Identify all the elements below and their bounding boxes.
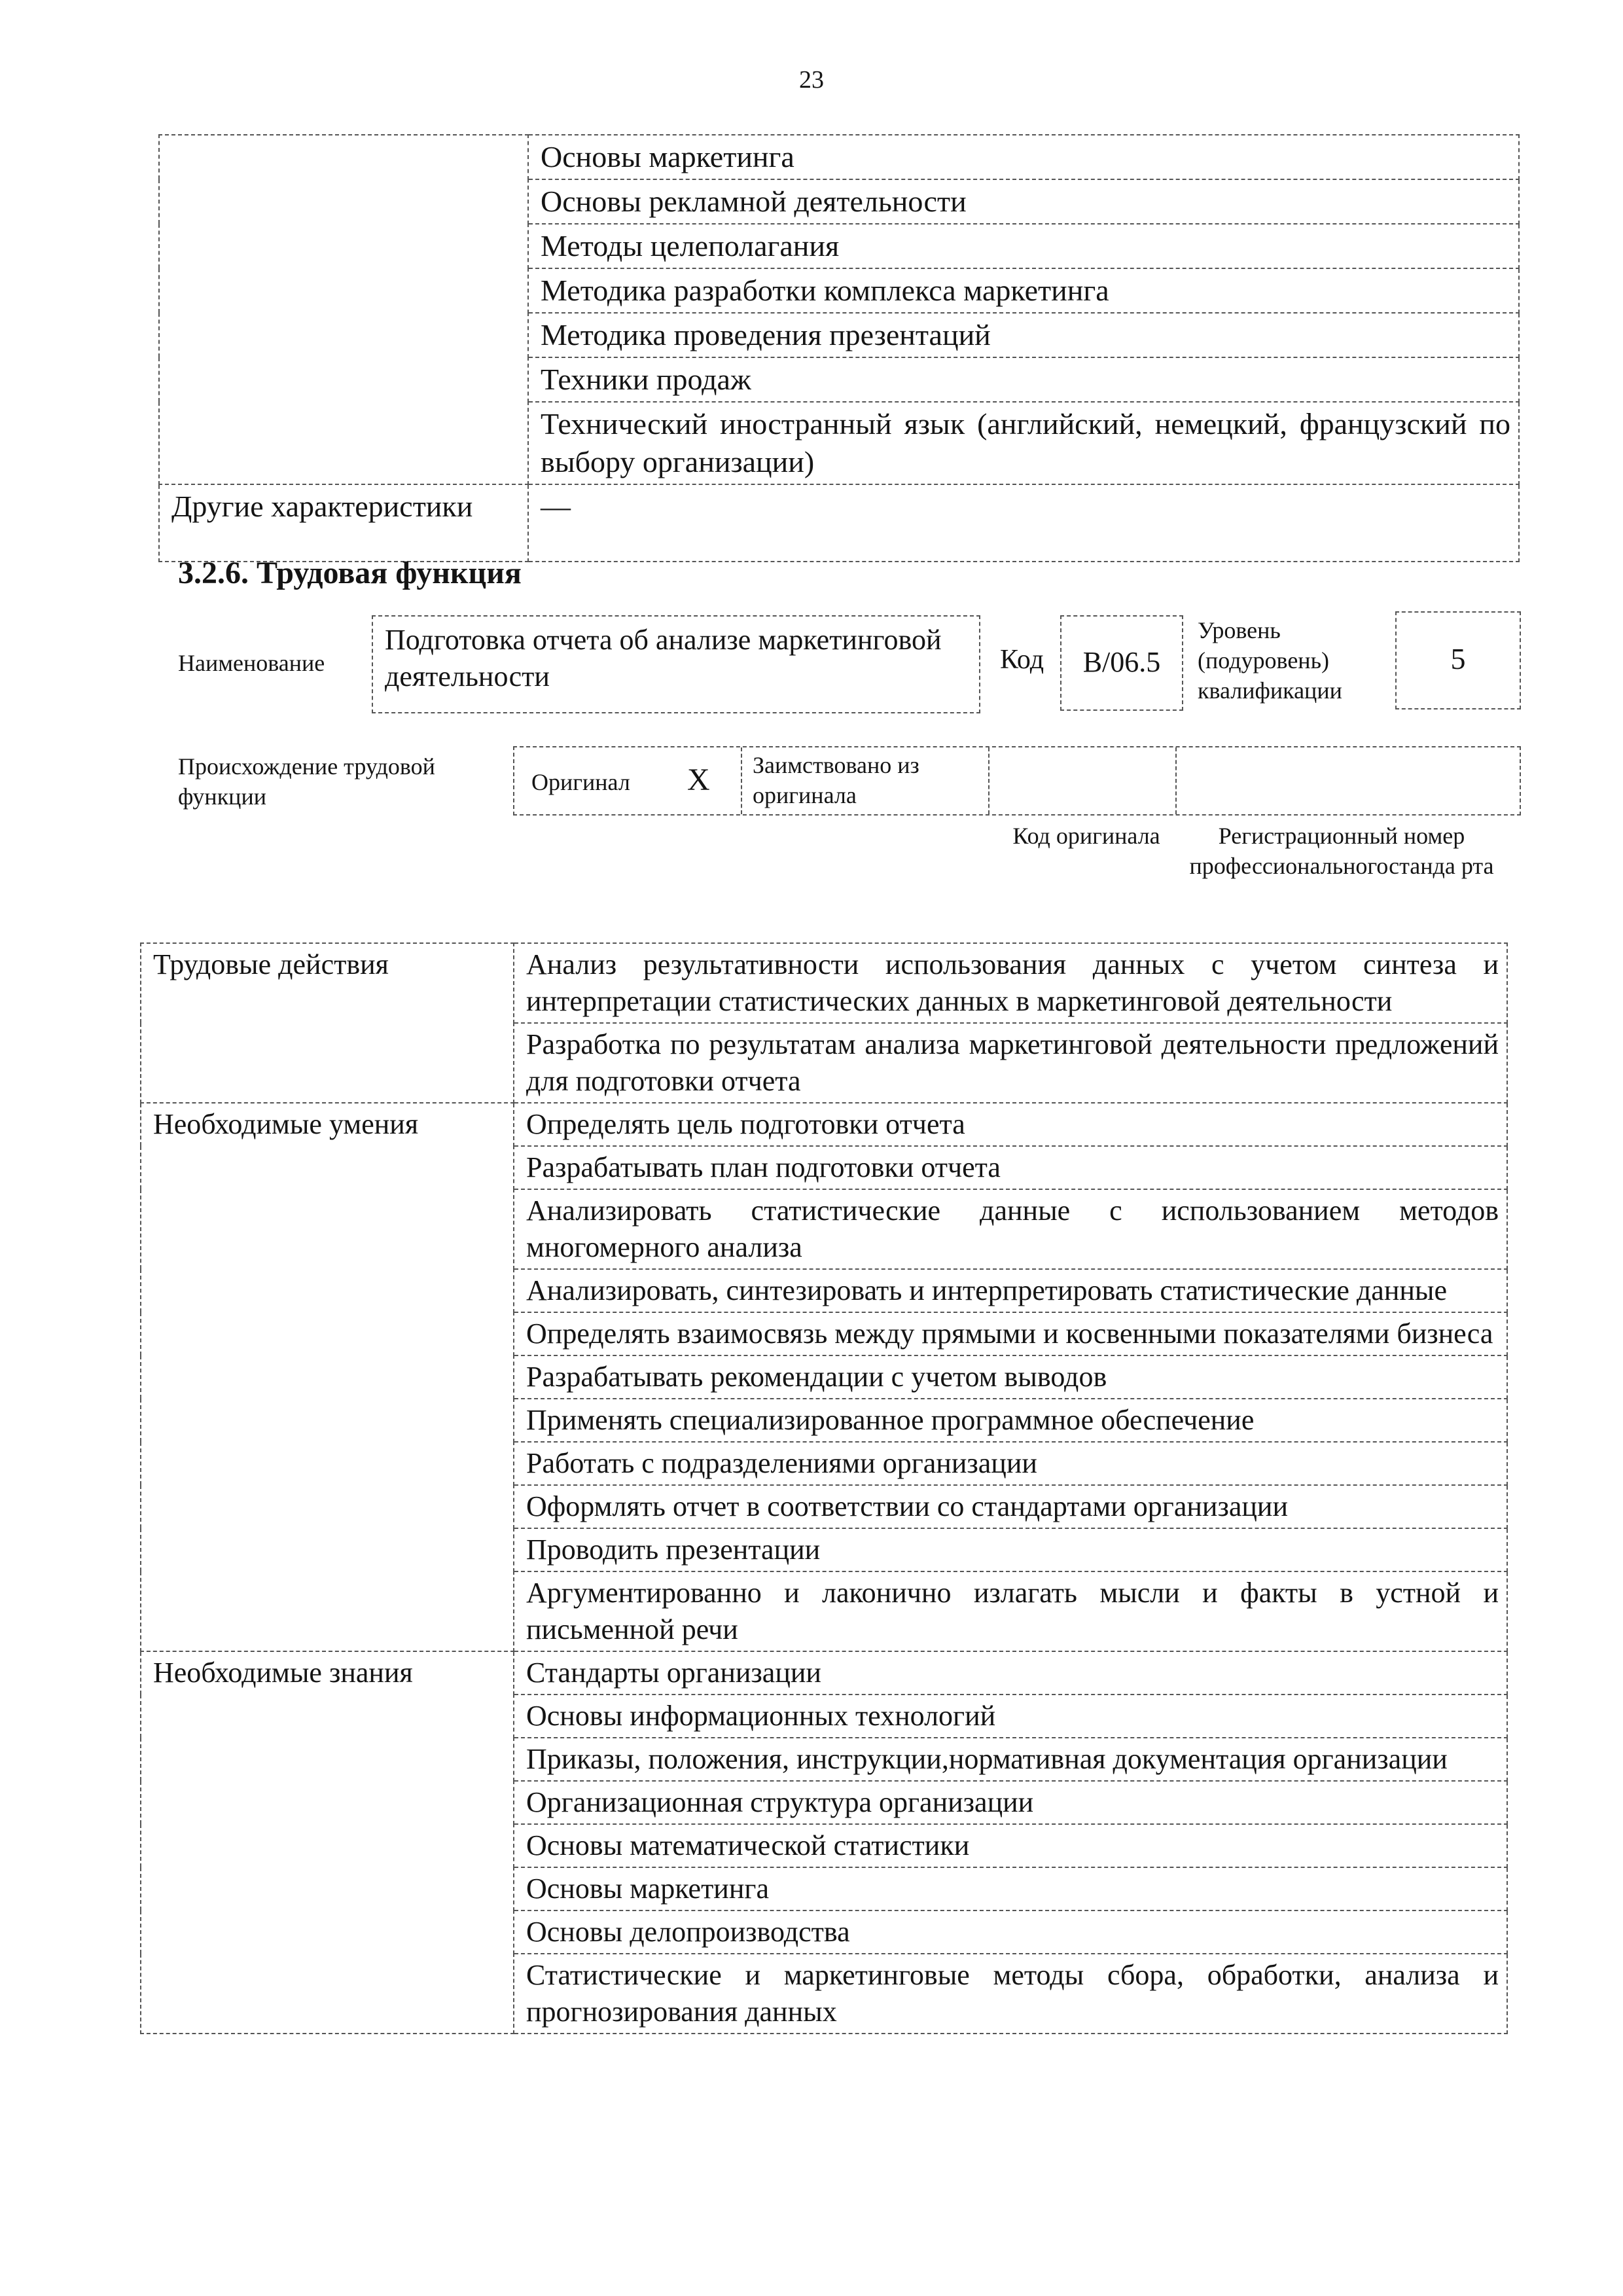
list-item: Организационная структура организации [514,1781,1507,1824]
level-value: 5 [1450,642,1466,675]
origin-row [513,746,1521,816]
actions-label: Трудовые действия [141,943,514,1103]
divider [988,747,990,814]
list-item: Аргументированно и лаконично излагать мысли и факты в устной и письменной речи [514,1571,1507,1651]
list-item: Анализ результативности использования данных с учетом синтеза и интерпретации статистических данных в маркетинговой деятельности [514,943,1507,1023]
list-item: Разрабатывать рекомендации с учетом выводов [514,1355,1507,1399]
labor-function-table [140,942,1508,2034]
list-item: Основы маркетинга [514,1867,1507,1910]
list-item: Работать с подразделениями организации [514,1442,1507,1485]
level-box [1395,611,1521,709]
level-label: Уровень (подуровень) квалификации [1198,617,1342,704]
list-item: Основы маркетинга [528,135,1519,179]
list-item: Основы делопроизводства [514,1910,1507,1954]
table-row [141,943,1507,1023]
other-characteristics-label: Другие характеристики [159,484,528,562]
code-original-label: Код оригинала [1012,823,1160,849]
list-item: Оформлять отчет в соответствии со стандартами организации [514,1485,1507,1528]
function-name: Подготовка отчета об анализе маркетинговой деятельности [385,624,942,692]
list-item: Техники продаж [528,357,1519,402]
list-item: Приказы, положения, инструкции,нормативная документация организации [514,1738,1507,1781]
list-item: Разработка по результатам анализа маркетинговой деятельности предложений для подготовки отчета [514,1023,1507,1103]
other-characteristics-value: — [528,484,1519,562]
knowledge-label: Необходимые знания [141,1651,514,2034]
list-item: Основы математической статистики [514,1824,1507,1867]
code-value: В/06.5 [1082,646,1161,678]
list-item: Статистические и маркетинговые методы сбора, обработки, анализа и прогнозирования данных [514,1954,1507,2034]
list-item: Определять цель подготовки отчета [514,1103,1507,1146]
origin-label: Происхождение трудовой функции [178,753,435,810]
list-item: Анализировать, синтезировать и интерпретировать статистические данные [514,1269,1507,1312]
list-item: Методика разработки комплекса маркетинга [528,268,1519,313]
list-item: Методы целеполагания [528,224,1519,268]
original-mark: X [687,762,710,797]
list-item: Стандарты организации [514,1651,1507,1695]
name-box [372,615,980,713]
empty-label-cell [159,135,528,484]
list-item: Основы рекламной деятельности [528,179,1519,224]
table-row [159,484,1519,562]
section-heading: 3.2.6. Трудовая функция [178,556,522,590]
list-item: Разрабатывать план подготовки отчета [514,1146,1507,1189]
list-item: Проводить презентации [514,1528,1507,1571]
list-item: Основы информационных технологий [514,1695,1507,1738]
code-box [1060,615,1183,711]
borrowed-label: Заимствовано из оригинала [753,752,919,808]
table-row [159,135,1519,179]
list-item: Технический иностранный язык (английский, немецкий, французский по выбору организации) [528,402,1519,484]
original-label: Оригинал [531,769,630,795]
table-row [141,1103,1507,1146]
knowledge-continuation-table [158,134,1520,562]
divider [1175,747,1177,814]
list-item: Определять взаимосвязь между прямыми и косвенными показателями бизнеса [514,1312,1507,1355]
table-row [141,1651,1507,1695]
code-label: Код [1000,645,1044,675]
page-number: 23 [799,66,824,94]
name-label: Наименование [178,650,325,676]
skills-label: Необходимые умения [141,1103,514,1651]
list-item: Применять специализированное программное обеспечение [514,1399,1507,1442]
list-item: Анализировать статистические данные с использованием методов многомерного анализа [514,1189,1507,1269]
registration-number-label: Регистрационный номер профессиональногостанда рта [1189,823,1494,879]
list-item: Методика проведения презентаций [528,313,1519,357]
divider [741,747,742,814]
